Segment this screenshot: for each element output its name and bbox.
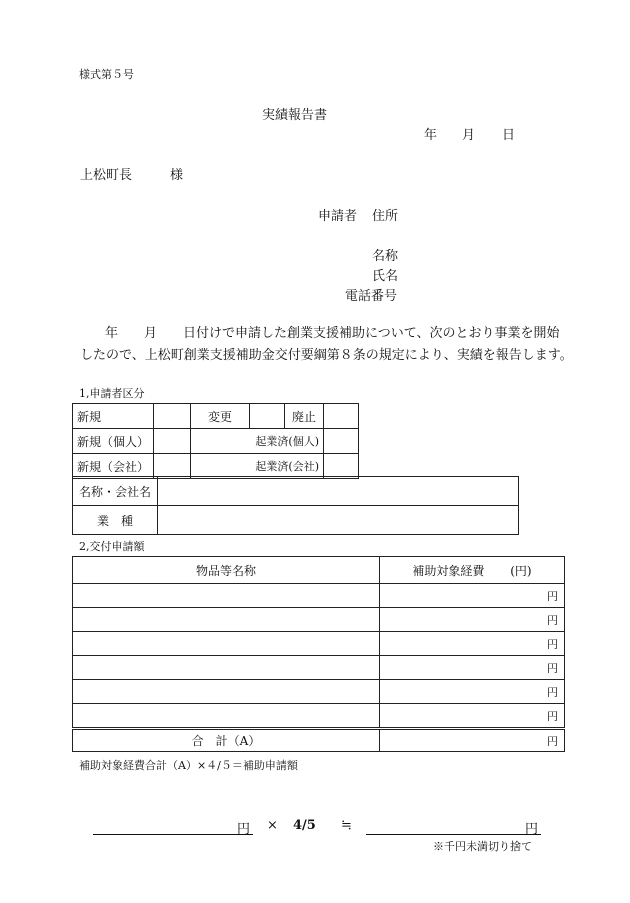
calc-result-underline — [366, 834, 541, 835]
form-number: 様式第５号 — [79, 68, 134, 81]
industry-field[interactable] — [158, 506, 519, 535]
category-started-company-check[interactable] — [324, 454, 359, 479]
category-started-company-label: 起業済(会社) — [191, 454, 324, 479]
cost-header-unit: (円) — [510, 563, 532, 578]
applicant-category-table — [72, 403, 359, 479]
industry-label: 業 種 — [73, 506, 158, 535]
applicant-name-label: 名称 — [372, 249, 399, 264]
company-name-field[interactable] — [158, 477, 519, 506]
date-month-label: 月 — [462, 128, 476, 143]
item-name-field[interactable] — [73, 608, 380, 632]
item-name-field[interactable] — [73, 704, 380, 729]
body-text-line2: したので、上松町創業支援補助金交付要綱第８条の規定により、実績を報告します。 — [80, 348, 573, 363]
item-name-field[interactable] — [73, 656, 380, 680]
cost-header — [380, 557, 565, 584]
category-new-company-label: 新規（会社） — [73, 454, 154, 479]
date-day-label: 日 — [502, 128, 516, 143]
cost-field[interactable]: 円 — [380, 704, 565, 729]
category-abolish-label: 廃止 — [285, 404, 324, 429]
cost-field[interactable]: 円 — [380, 656, 565, 680]
category-new-check[interactable] — [154, 404, 191, 429]
body-text-line1: 年 月 日付けで申請した創業支援補助について、次のとおり事業を開始 — [105, 326, 560, 341]
category-change-label: 変更 — [191, 404, 250, 429]
cost-field[interactable]: 円 — [380, 584, 565, 608]
item-name-header: 物品等名称 — [73, 557, 380, 584]
applicant-person-label: 氏名 — [372, 269, 399, 284]
company-info-table — [72, 476, 519, 535]
cost-field[interactable]: 円 — [380, 680, 565, 704]
category-new-individual-check[interactable] — [154, 429, 191, 454]
cost-field[interactable]: 円 — [380, 632, 565, 656]
cost-field[interactable]: 円 — [380, 608, 565, 632]
category-started-individual-label: 起業済(個人) — [191, 429, 324, 454]
applicant-phone-label: 電話番号 — [345, 289, 398, 304]
addressee-honorific: 様 — [170, 168, 184, 183]
category-change-check[interactable] — [250, 404, 285, 429]
section1-heading: 1,申請者区分 — [79, 387, 145, 400]
company-name-label: 名称・会社名 — [73, 477, 158, 506]
calc-total-underline — [93, 834, 253, 835]
applicant-label: 申請者 — [318, 209, 358, 224]
total-label: 合 計（A） — [73, 729, 380, 752]
category-new-label: 新規 — [73, 404, 154, 429]
category-started-individual-check[interactable] — [324, 429, 359, 454]
calc-ratio: 4/5 — [293, 818, 316, 833]
rounding-note: ※千円未満切り捨て — [433, 840, 532, 853]
cost-header-label: 補助対象経費 — [412, 563, 485, 578]
category-new-individual-label: 新規（個人） — [73, 429, 154, 454]
calc-result-yen: 円 — [525, 822, 539, 837]
item-name-field[interactable] — [73, 680, 380, 704]
page-title: 実績報告書 — [262, 108, 328, 123]
category-new-company-check[interactable] — [154, 454, 191, 479]
grant-amount-table — [72, 556, 565, 752]
item-name-field[interactable] — [73, 584, 380, 608]
date-year-label: 年 — [424, 128, 438, 143]
calc-total-yen: 円 — [237, 822, 251, 837]
category-abolish-check[interactable] — [324, 404, 359, 429]
applicant-address-label: 住所 — [372, 209, 399, 224]
calc-times-symbol: × — [267, 818, 278, 833]
section2-heading: 2,交付申請額 — [79, 540, 145, 553]
calc-approx-symbol: ≒ — [341, 818, 352, 833]
formula-note: 補助対象経費合計（A）×４/５＝補助申請額 — [79, 759, 298, 772]
total-field[interactable]: 円 — [380, 729, 565, 752]
item-name-field[interactable] — [73, 632, 380, 656]
addressee-name: 上松町長 — [80, 168, 133, 183]
